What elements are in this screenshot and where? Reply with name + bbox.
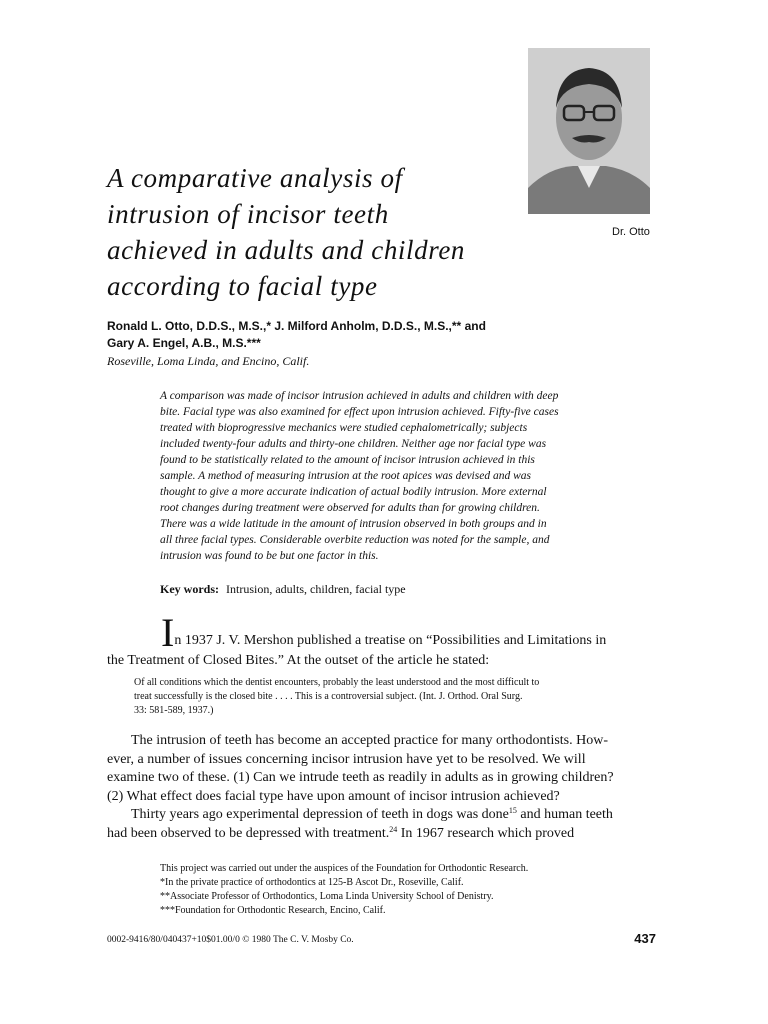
footnote-line: ***Foundation for Orthodontic Research, Encino, Calif. — [160, 905, 386, 916]
abstract-line: root changes during treatment were observed for adults than for growing children. — [160, 502, 540, 514]
abstract-line: There was a wide latitude in the amount of intrusion observed in both groups and in — [160, 518, 547, 530]
abstract-line: A comparison was made of incisor intrusion achieved in adults and children with deep — [160, 390, 559, 402]
body-text-run: In 1967 research which proved — [397, 825, 575, 841]
abstract-line: found to be statistically related to the amount of incisor intrusion achieved in this — [160, 454, 535, 466]
quote-line: 33: 581-589, 1937.) — [134, 705, 214, 716]
body-line — [107, 825, 657, 844]
publication-code: 0002-9416/80/040437+10$01.00/0 © 1980 The C. V. Mosby Co. — [107, 935, 354, 945]
footnote-line: This project was carried out under the auspices of the Foundation for Orthodontic Research. — [160, 863, 529, 874]
footnotes — [160, 862, 660, 918]
keywords — [160, 582, 406, 597]
author-list — [107, 318, 667, 352]
footnote-line: *In the private practice of orthodontics at 125-B Ascot Dr., Roseville, Calif. — [160, 877, 464, 888]
body-line: ever, a number of issues concerning incisor intrusion have yet to be resolved. We will — [107, 751, 586, 767]
body-text-run: had been observed to be depressed with treatment. — [107, 825, 390, 841]
body-line: (2) What effect does facial type have upon amount of incisor intrusion achieved? — [107, 788, 560, 804]
abstract-line: treated with bioprogressive mechanics were studied cephalometrically; subjects — [160, 422, 528, 434]
drop-cap: I — [161, 610, 175, 655]
page-number: 437 — [634, 931, 656, 946]
quote-line: Of all conditions which the dentist encounters, probably the least understood and the most difficult to — [134, 677, 540, 688]
title-line: intrusion of incisor teeth — [107, 199, 389, 229]
portrait-image — [528, 48, 650, 214]
quote-line: treat successfully is the closed bite . . . . This is a controversial subject. (Int. J. Orthod. Oral Surg. — [134, 691, 523, 702]
abstract-line: sample. A method of measuring intrusion at the root apices was devised and was — [160, 470, 531, 482]
author-line: Ronald L. Otto, D.D.S., M.S.,* J. Milford Anholm, D.D.S., M.S.,** and — [107, 319, 486, 333]
intro-paragraph — [107, 610, 657, 671]
author-line: Gary A. Engel, A.B., M.S.*** — [107, 336, 261, 350]
abstract-line: all three facial types. Considerable overbite reduction was noted for the sample, and — [160, 534, 550, 546]
author-photo — [528, 48, 650, 214]
body-line — [107, 806, 657, 825]
title-line: according to facial type — [107, 271, 378, 301]
title-line: A comparative analysis of — [107, 163, 403, 193]
photo-caption: Dr. Otto — [612, 226, 650, 238]
body-text-run: and human teeth — [516, 807, 613, 822]
body-text — [107, 732, 657, 843]
keywords-label: Key words: — [160, 582, 219, 596]
block-quote — [134, 676, 644, 718]
body-text-run: Thirty years ago experimental depression of teeth in dogs was done — [131, 807, 509, 822]
article-title — [107, 160, 527, 304]
author-location: Roseville, Loma Linda, and Encino, Calif. — [107, 354, 310, 368]
abstract-line: bite. Facial type was also examined for effect upon intrusion achieved. Fifty-five cases — [160, 406, 559, 418]
abstract — [160, 388, 650, 564]
reference-number: 24 — [389, 824, 398, 834]
body-line: The intrusion of teeth has become an accepted practice for many orthodontists. How- — [131, 733, 609, 748]
intro-line: n 1937 J. V. Mershon published a treatise on “Possibilities and Limitations in — [174, 633, 607, 648]
abstract-line: thought to give a more accurate indication of actual bodily intrusion. More external — [160, 486, 547, 498]
footnote-line: **Associate Professor of Orthodontics, Loma Linda University School of Denistry. — [160, 891, 494, 902]
intro-line: the Treatment of Closed Bites.” At the outset of the article he stated: — [107, 653, 490, 668]
body-line: examine two of these. (1) Can we intrude teeth as readily in adults as in growing children? — [107, 770, 614, 785]
keywords-text: Intrusion, adults, children, facial type — [226, 582, 406, 596]
abstract-line: intrusion was found to be but one factor in this. — [160, 550, 379, 562]
title-line: achieved in adults and children — [107, 235, 466, 265]
reference-number: 15 — [508, 806, 517, 815]
abstract-line: included twenty-four adults and thirty-one children. Neither age nor facial type was — [160, 438, 547, 450]
